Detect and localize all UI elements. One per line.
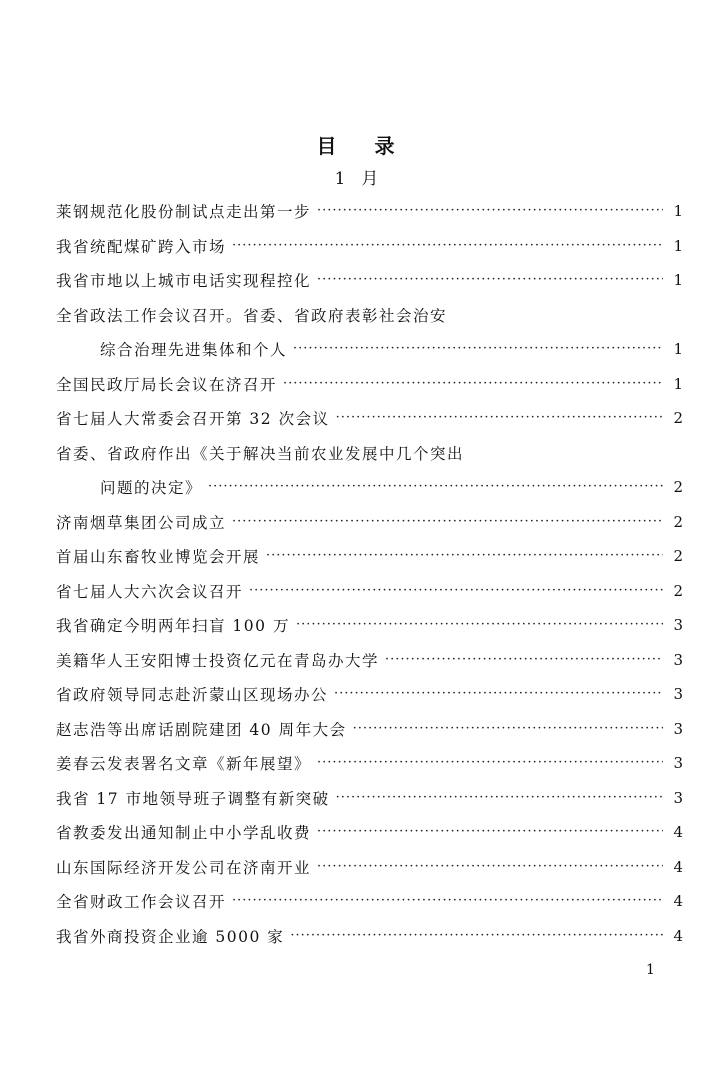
toc-entry-page: 1 [673,340,683,358]
toc-entry-page: 4 [673,857,683,876]
toc-entry-page: 3 [673,616,683,634]
month-heading [0,164,713,189]
toc-entry-page: 3 [673,788,683,807]
toc-entry-title: 省政府领导同志赴沂蒙山区现场办公 [56,686,329,704]
toc-entry[interactable] [56,679,683,709]
toc-entry-page: 1 [673,236,683,255]
dot-leader [266,546,663,566]
toc-entry[interactable] [56,265,683,295]
toc-entry[interactable] [100,472,683,502]
dot-leader [317,857,663,877]
dot-leader [336,408,663,428]
toc-entry[interactable] [56,576,683,606]
toc-entry-title: 我省市地以上城市电话实现程控化 [56,272,312,290]
toc-entry-page: 4 [673,892,683,910]
dot-leader [283,374,663,394]
toc-entry-page: 2 [673,409,683,427]
dot-leader [208,477,663,497]
toc-entry-title: 我省 17 市地领导班子调整有新突破 [56,789,330,808]
toc-entry-page: 3 [673,685,683,703]
toc-entry-page: 3 [673,650,683,669]
toc-entry-line [56,300,447,330]
toc-entry-title: 赵志浩等出席话剧院建团 40 周年大会 [56,720,347,739]
dot-leader [353,719,663,739]
toc-entry-title: 我省外商投资企业逾 5000 家 [56,927,285,946]
toc-entry[interactable] [56,921,683,951]
dot-leader [317,201,663,221]
toc-title-char: 目 [316,134,339,158]
toc-entry-page: 1 [673,271,683,289]
toc-title-char: 录 [374,134,397,158]
toc-entry-title: 全省政法工作会议召开。省委、省政府表彰社会治安 [56,306,448,325]
toc-entry-page: 2 [673,478,683,496]
toc-entry-title: 省七届人大常委会召开第 32 次会议 [56,410,330,428]
toc-entry-title: 我省统配煤矿跨入市场 [56,237,227,256]
toc-entry-title: 省教委发出通知制止中小学乱收费 [56,824,312,842]
dot-leader [317,753,663,773]
toc-entry-page: 4 [673,823,683,841]
toc-entry-title: 我省确定今明两年扫盲 100 万 [56,617,290,635]
toc-entry-page: 3 [673,754,683,772]
toc-entry-page: 1 [673,374,683,393]
dot-leader [336,788,663,808]
toc-entry-title: 莱钢规范化股份制试点走出第一步 [56,203,312,221]
toc-entry-page: 1 [673,202,683,220]
toc-entry[interactable] [56,748,683,778]
toc-entry[interactable] [56,610,683,640]
toc-entry[interactable] [56,714,683,744]
toc-entry[interactable] [56,783,683,813]
month-label: 月 [361,169,379,189]
month-number: 1 [334,169,346,189]
toc-entry-page: 3 [673,719,683,738]
dot-leader [385,650,663,670]
page-number: 1 [646,962,655,978]
toc-entry[interactable] [56,817,683,847]
toc-entry-title: 山东国际经济开发公司在济南开业 [56,858,312,877]
toc-entry[interactable] [100,334,683,364]
toc-entry[interactable] [56,886,683,916]
toc-entry[interactable] [56,852,683,882]
toc-entry-title-continued: 综合治理先进集体和个人 [100,341,288,359]
dot-leader [296,615,663,635]
toc-entry-page: 2 [673,581,683,600]
toc-entry-title: 全省财政工作会议召开 [56,893,227,911]
dot-leader [290,926,663,946]
toc-entry[interactable] [56,507,683,537]
toc-entry[interactable] [56,541,683,571]
toc-entry-title: 全国民政厅局长会议在济召开 [56,375,278,394]
toc-entry-title: 济南烟草集团公司成立 [56,513,227,532]
toc-entry-page: 4 [673,926,683,945]
toc-title [0,130,713,159]
dot-leader [232,512,663,532]
toc-entry[interactable] [56,369,683,399]
toc-entry-page: 2 [673,547,683,565]
toc-entry-page: 2 [673,512,683,531]
toc-entry[interactable] [56,196,683,226]
toc-entry-line [56,438,464,468]
toc-entry-title: 美籍华人王安阳博士投资亿元在青岛办大学 [56,651,380,670]
dot-leader [334,684,663,704]
toc-entry-title: 首届山东畜牧业博览会开展 [56,548,261,566]
toc-entry[interactable] [56,231,683,261]
dot-leader [249,581,663,601]
toc-entry-title: 省七届人大六次会议召开 [56,582,244,601]
dot-leader [317,270,663,290]
dot-leader [232,891,663,911]
dot-leader [293,339,663,359]
dot-leader [232,236,663,256]
toc-entry[interactable] [56,645,683,675]
toc-entry[interactable] [56,403,683,433]
dot-leader [317,822,663,842]
toc-entry-title-continued: 问题的决定》 [100,479,203,497]
toc-entry-title: 省委、省政府作出《关于解决当前农业发展中几个突出 [56,444,465,463]
toc-entry-title: 姜春云发表署名文章《新年展望》 [56,755,312,773]
